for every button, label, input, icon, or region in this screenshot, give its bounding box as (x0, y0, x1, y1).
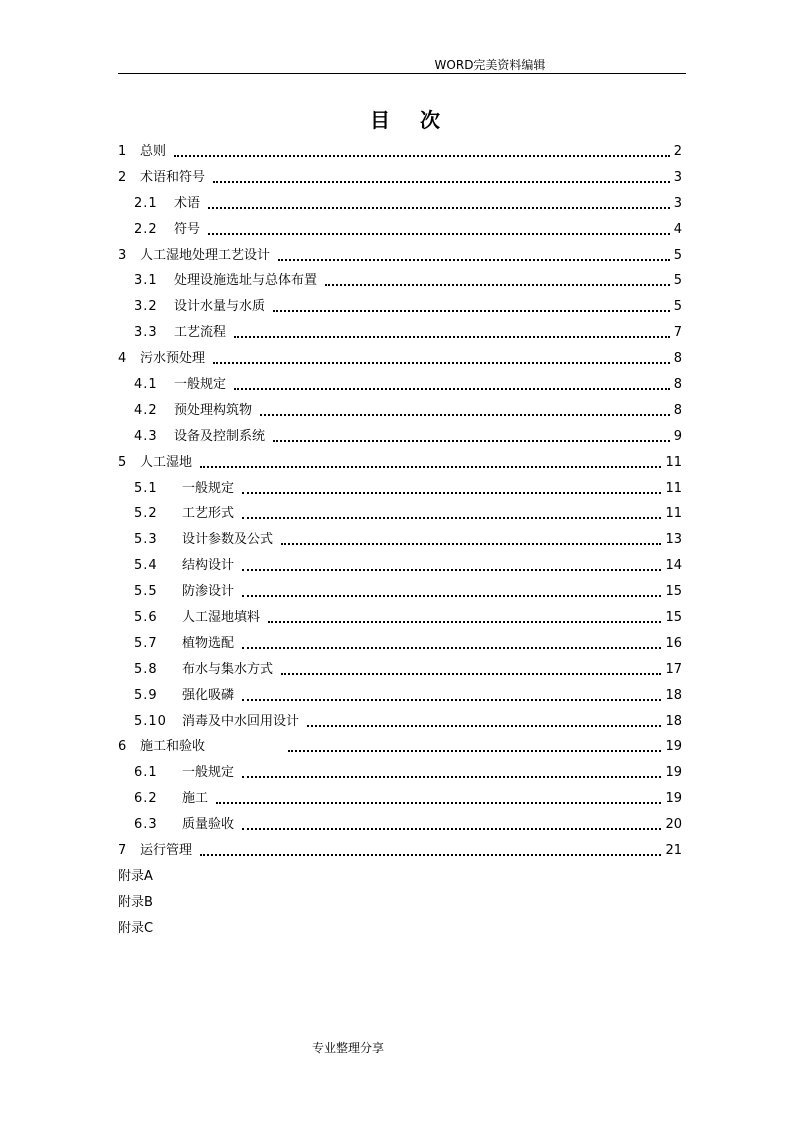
toc-dot-leader (174, 155, 670, 157)
toc-entry-page: 15 (665, 584, 682, 600)
toc-dot-leader (200, 854, 661, 856)
toc-entry-page: 3 (673, 169, 682, 185)
toc-dot-leader (242, 828, 661, 830)
toc-entry-page: 11 (665, 454, 682, 470)
toc-entry-label: 强化吸磷 (182, 687, 235, 703)
toc-entry-number: 5.8 (134, 661, 158, 677)
toc-entry-number: 3.1 (134, 273, 158, 289)
toc-entry-number: 5 (118, 454, 128, 470)
toc-entry-label: 附录C (118, 920, 154, 936)
toc-entry-label: 一般规定 (182, 480, 235, 496)
toc-entry-number: 2.2 (134, 221, 158, 237)
toc-entry-page: 16 (665, 635, 682, 651)
header-rule (118, 73, 686, 74)
toc-entry-number: 5.10 (134, 713, 167, 729)
toc-entry-label: 运行管理 (140, 843, 193, 859)
toc-entry-label: 处理设施选址与总体布置 (174, 273, 318, 289)
toc-dot-leader (242, 595, 661, 597)
page-header: WORD完美资料编辑 (434, 58, 546, 72)
toc-entry[interactable] (118, 864, 682, 890)
toc-entry[interactable] (118, 631, 682, 657)
toc-entry-label: 设备及控制系统 (174, 428, 266, 444)
toc-entry-label: 植物选配 (182, 635, 235, 651)
toc-entry[interactable] (118, 605, 682, 631)
toc-dot-leader (242, 699, 661, 701)
toc-entry[interactable] (118, 812, 682, 838)
toc-dot-leader (200, 466, 661, 468)
toc-entry-page: 5 (673, 247, 682, 263)
toc-entry-number: 5.6 (134, 610, 158, 626)
toc-entry-page: 8 (673, 377, 682, 393)
toc-entry[interactable] (118, 709, 682, 735)
toc-dot-leader (208, 207, 670, 209)
toc-entry[interactable] (118, 268, 682, 294)
toc-entry[interactable] (118, 501, 682, 527)
toc-entry-number: 6 (118, 739, 128, 755)
toc-entry-page: 14 (665, 558, 682, 574)
toc-entry[interactable] (118, 683, 682, 709)
toc-entry-label: 污水预处理 (140, 351, 206, 367)
toc-dot-leader (268, 621, 661, 623)
toc-dot-leader (242, 647, 661, 649)
toc-entry[interactable] (118, 760, 682, 786)
toc-title-part2: 次 (420, 108, 440, 132)
toc-entry-number: 4.2 (134, 402, 158, 418)
toc-dot-leader (242, 517, 661, 519)
toc-entry[interactable] (118, 398, 682, 424)
toc-dot-leader (325, 284, 670, 286)
toc-entry-page: 19 (665, 739, 682, 755)
toc-entry-label: 术语 (174, 195, 201, 211)
toc-dot-leader (288, 750, 661, 752)
toc-title (360, 104, 460, 132)
toc-entry[interactable] (118, 734, 682, 760)
toc-entry-number: 5.5 (134, 584, 158, 600)
toc-entry[interactable] (118, 243, 682, 269)
toc-entry-page: 5 (673, 273, 682, 289)
toc-entry-number: 5.4 (134, 558, 158, 574)
toc-entry-label: 人工湿地 (140, 454, 193, 470)
toc-entry-label: 施工 (182, 791, 209, 807)
toc-entry[interactable] (118, 139, 682, 165)
toc-entry[interactable] (118, 476, 682, 502)
toc-entry-number: 5.9 (134, 687, 158, 703)
toc-entry[interactable] (118, 372, 682, 398)
toc-entry-page: 11 (665, 480, 682, 496)
toc-entry-label: 设计水量与水质 (174, 299, 266, 315)
toc-entry-label: 总则 (140, 144, 167, 159)
toc-dot-leader (234, 388, 670, 390)
toc-entry[interactable] (118, 579, 682, 605)
toc-title-part1: 目 (370, 108, 390, 132)
toc-entry-page: 2 (673, 144, 682, 159)
toc-entry-label: 一般规定 (182, 765, 235, 781)
toc-entry-page: 18 (665, 687, 682, 703)
table-of-contents (118, 139, 682, 942)
toc-entry-number: 5.3 (134, 532, 158, 548)
toc-entry-label: 消毒及中水回用设计 (182, 713, 300, 729)
toc-entry-page: 19 (665, 765, 682, 781)
toc-entry-label: 工艺形式 (182, 506, 235, 522)
toc-entry-label: 人工湿地处理工艺设计 (140, 247, 271, 263)
toc-entry-label: 施工和验收 (140, 739, 206, 755)
toc-entry-label: 布水与集水方式 (182, 661, 274, 677)
toc-entry-page: 8 (673, 351, 682, 367)
toc-entry[interactable] (118, 838, 682, 864)
toc-entry[interactable] (118, 294, 682, 320)
toc-entry-label: 结构设计 (182, 558, 235, 574)
toc-entry-label: 工艺流程 (174, 325, 227, 341)
toc-entry-number: 4.3 (134, 428, 158, 444)
toc-entry-number: 5.2 (134, 506, 158, 522)
toc-entry-label: 人工湿地填料 (182, 610, 261, 626)
toc-entry[interactable] (118, 916, 682, 942)
toc-entry-page: 21 (665, 843, 682, 859)
toc-dot-leader (242, 492, 661, 494)
toc-dot-leader (273, 440, 670, 442)
toc-entry-page: 3 (673, 195, 682, 211)
toc-dot-leader (242, 776, 661, 778)
toc-entry[interactable] (118, 191, 682, 217)
toc-dot-leader (281, 543, 661, 545)
toc-entry-number: 6.2 (134, 791, 158, 807)
toc-entry-page: 11 (665, 506, 682, 522)
toc-entry-page: 5 (673, 299, 682, 315)
toc-entry-number: 3.3 (134, 325, 158, 341)
toc-entry-page: 4 (673, 221, 682, 237)
toc-entry-page: 15 (665, 610, 682, 626)
toc-entry-number: 6.1 (134, 765, 158, 781)
toc-entry-page: 8 (673, 402, 682, 418)
toc-dot-leader (213, 181, 670, 183)
toc-entry[interactable] (118, 553, 682, 579)
toc-entry-label: 设计参数及公式 (182, 532, 274, 548)
toc-entry-label: 附录B (118, 894, 153, 910)
toc-entry[interactable] (118, 890, 682, 916)
toc-entry-number: 2 (118, 169, 128, 185)
toc-dot-leader (273, 310, 670, 312)
toc-entry[interactable] (118, 320, 682, 346)
toc-entry-page: 13 (665, 532, 682, 548)
toc-entry-page: 7 (673, 325, 682, 341)
toc-dot-leader (281, 673, 661, 675)
toc-entry-label: 符号 (174, 221, 201, 237)
toc-entry-number: 4 (118, 351, 128, 367)
toc-entry-label: 附录A (118, 868, 153, 884)
toc-entry-number: 6.3 (134, 817, 158, 833)
toc-entry[interactable] (118, 217, 682, 243)
toc-entry-number: 3.2 (134, 299, 158, 315)
toc-entry-number: 2.1 (134, 195, 158, 211)
toc-entry-label: 防渗设计 (182, 584, 235, 600)
toc-entry-number: 5.7 (134, 635, 158, 651)
toc-entry-number: 1 (118, 144, 128, 159)
toc-entry[interactable] (118, 786, 682, 812)
toc-entry-page: 18 (665, 713, 682, 729)
toc-entry-label: 术语和符号 (140, 169, 206, 185)
toc-entry[interactable] (118, 527, 682, 553)
toc-entry-page: 17 (665, 661, 682, 677)
toc-entry[interactable] (118, 657, 682, 683)
toc-entry[interactable] (118, 424, 682, 450)
toc-dot-leader (234, 336, 670, 338)
toc-entry-page: 20 (665, 817, 682, 833)
toc-entry-number: 5.1 (134, 480, 158, 496)
toc-entry-label: 一般规定 (174, 377, 227, 393)
toc-entry-page: 9 (673, 428, 682, 444)
toc-entry-number: 3 (118, 247, 128, 263)
page-footer: 专业整理分享 (311, 1041, 384, 1055)
toc-entry-label: 预处理构筑物 (174, 402, 253, 418)
toc-dot-leader (216, 802, 661, 804)
toc-entry[interactable] (118, 450, 682, 476)
toc-dot-leader (278, 259, 670, 261)
toc-dot-leader (208, 233, 670, 235)
toc-entry-number: 7 (118, 843, 128, 859)
toc-entry[interactable] (118, 346, 682, 372)
toc-entry[interactable] (118, 165, 682, 191)
toc-entry-page: 19 (665, 791, 682, 807)
toc-entry-label: 质量验收 (182, 817, 235, 833)
toc-dot-leader (242, 569, 661, 571)
toc-entry-number: 4.1 (134, 377, 158, 393)
toc-dot-leader (213, 362, 670, 364)
toc-dot-leader (307, 725, 661, 727)
toc-dot-leader (260, 414, 670, 416)
